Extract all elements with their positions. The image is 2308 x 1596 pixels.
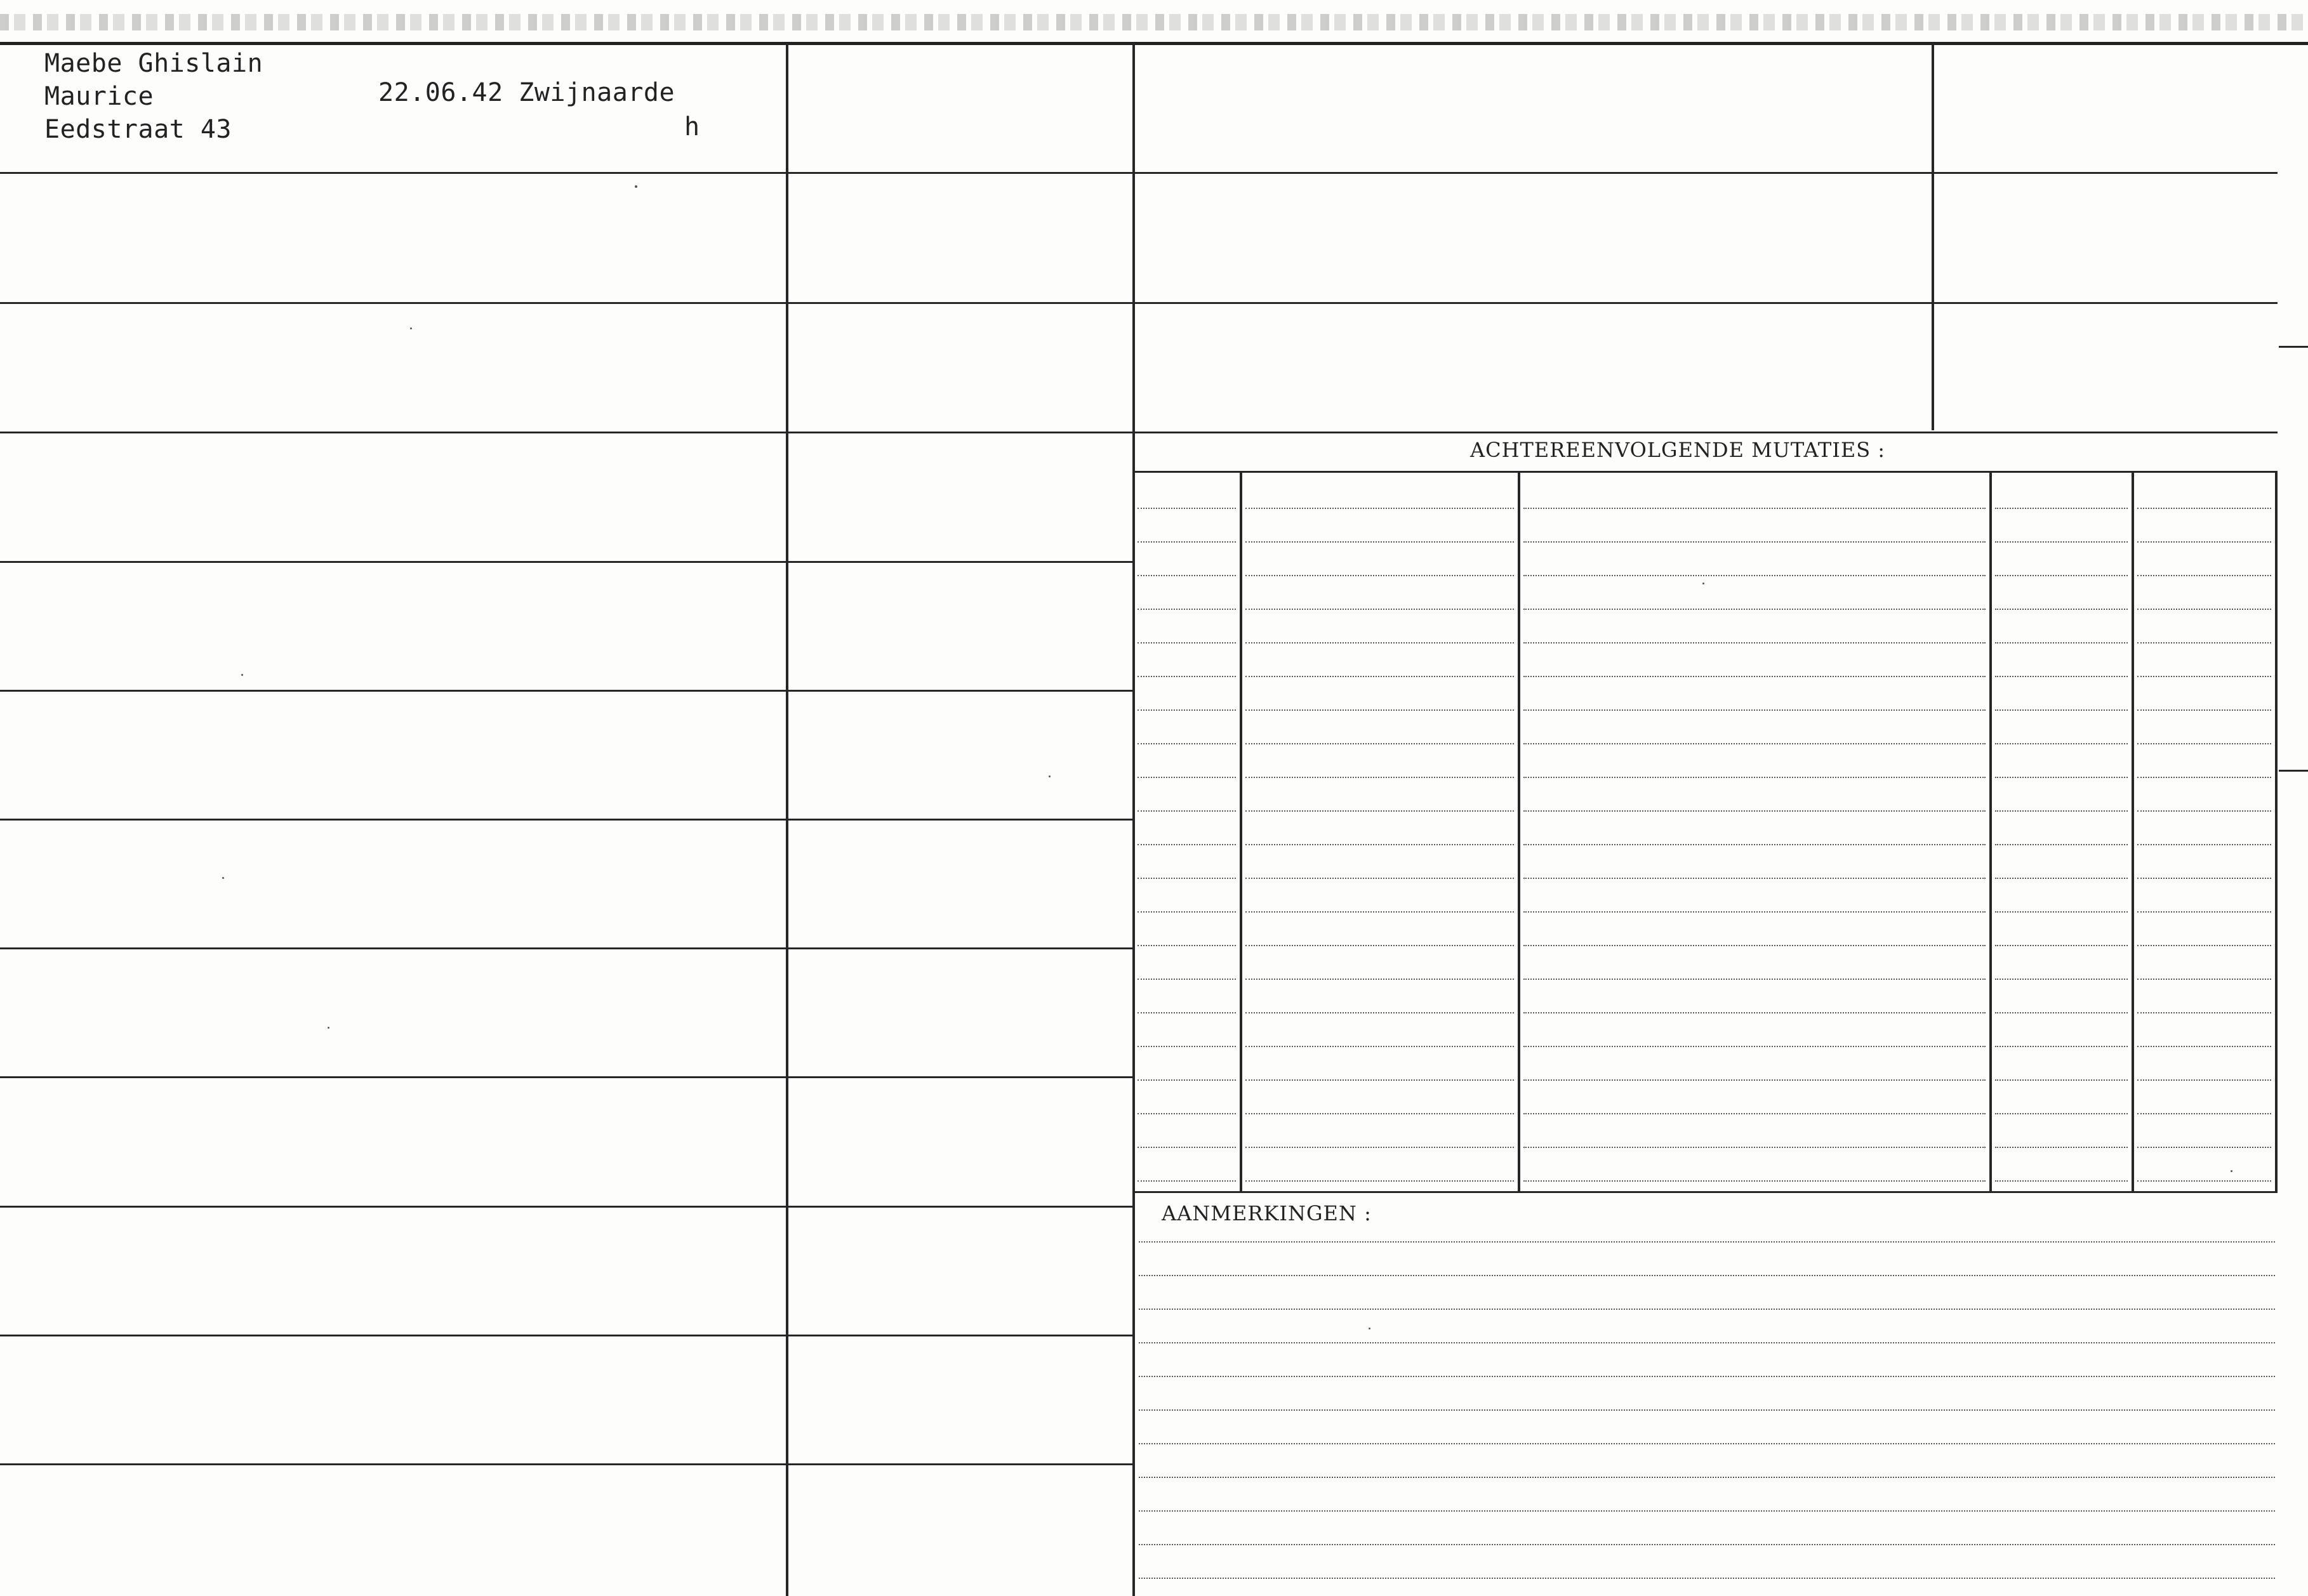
mutation-dotted-line: [1245, 676, 1514, 677]
mutation-dotted-line: [2137, 1147, 2271, 1148]
mutation-dotted-line: [1245, 911, 1514, 913]
middle-column-divider: [1132, 43, 1135, 1596]
mutation-dotted-line: [2137, 575, 2271, 576]
mutations-table-right: [2275, 472, 2278, 1191]
paper-speck: [1049, 775, 1051, 777]
mutation-dotted-line: [1245, 1147, 1514, 1148]
mutation-dotted-line: [1523, 945, 1986, 946]
remark-dotted-line: [1139, 1241, 2275, 1243]
row-line: [787, 172, 1132, 174]
mutation-dotted-line: [1523, 709, 1986, 711]
mutation-dotted-line: [2137, 810, 2271, 812]
mutation-dotted-line: [1995, 541, 2128, 543]
remark-dotted-line: [1139, 1443, 2275, 1444]
person-name-line1: Maebe Ghislain: [44, 49, 263, 78]
mutation-dotted-line: [1995, 709, 2128, 711]
remark-dotted-line: [1139, 1376, 2275, 1377]
mutations-table-top: [1135, 471, 2278, 473]
mutation-dotted-line: [1137, 642, 1236, 643]
mutation-dotted-line: [2137, 777, 2271, 778]
mutation-dotted-line: [1523, 743, 1986, 744]
mutation-dotted-line: [2137, 1113, 2271, 1114]
mutation-dotted-line: [1995, 1180, 2128, 1182]
row-line: [0, 690, 786, 692]
mutation-dotted-line: [1137, 1113, 1236, 1114]
handwritten-mark: h: [684, 112, 700, 142]
paper-speck: [1369, 1328, 1370, 1329]
mutation-dotted-line: [1523, 575, 1986, 576]
remark-dotted-line: [1139, 1544, 2275, 1545]
remark-dotted-line: [1139, 1510, 2275, 1512]
mutation-dotted-line: [1245, 1012, 1514, 1013]
mutations-col-divider: [1240, 472, 1242, 1191]
mutation-dotted-line: [1523, 1079, 1986, 1081]
mutation-dotted-line: [1995, 979, 2128, 980]
mutation-dotted-line: [1137, 979, 1236, 980]
mutation-dotted-line: [2137, 1012, 2271, 1013]
mutations-col-divider: [2132, 472, 2134, 1191]
mutation-dotted-line: [1137, 844, 1236, 845]
mutation-dotted-line: [1245, 1180, 1514, 1182]
mutation-dotted-line: [2137, 911, 2271, 913]
mutation-dotted-line: [1245, 810, 1514, 812]
mutation-dotted-line: [2137, 609, 2271, 610]
remark-dotted-line: [1139, 1477, 2275, 1478]
mutation-dotted-line: [2137, 709, 2271, 711]
mutation-dotted-line: [1523, 1147, 1986, 1148]
row-line: [0, 947, 786, 949]
row-line: [787, 1463, 1132, 1465]
mutation-dotted-line: [1137, 743, 1236, 744]
mutation-dotted-line: [1245, 609, 1514, 610]
row-line: [0, 1463, 786, 1465]
mutation-dotted-line: [2137, 743, 2271, 744]
mutation-dotted-line: [1137, 1046, 1236, 1047]
row-line: [787, 690, 1132, 692]
mutation-dotted-line: [2137, 945, 2271, 946]
mutation-dotted-line: [1245, 575, 1514, 576]
row-line: [1135, 432, 2278, 433]
mutations-col-divider: [1518, 472, 1520, 1191]
remark-dotted-line: [1139, 1342, 2275, 1343]
paper-speck: [222, 877, 224, 879]
mutations-heading: ACHTEREENVOLGENDE MUTATIES :: [1470, 438, 1886, 462]
mutation-dotted-line: [1995, 743, 2128, 744]
mutation-dotted-line: [2137, 508, 2271, 509]
mutation-dotted-line: [1245, 1113, 1514, 1114]
mutation-dotted-line: [2137, 676, 2271, 677]
mutation-dotted-line: [1137, 911, 1236, 913]
mutation-dotted-line: [1523, 609, 1986, 610]
top-border-line: [0, 42, 2308, 45]
row-line: [0, 172, 786, 174]
mutation-dotted-line: [1995, 508, 2128, 509]
remark-dotted-line: [1139, 1275, 2275, 1276]
mutations-col-divider: [1989, 472, 1992, 1191]
mutation-dotted-line: [1995, 844, 2128, 845]
mutation-dotted-line: [1523, 844, 1986, 845]
mutation-dotted-line: [1995, 1147, 2128, 1148]
mutation-dotted-line: [1523, 642, 1986, 643]
person-address: Eedstraat 43: [44, 115, 232, 144]
mutation-dotted-line: [1137, 810, 1236, 812]
mutation-dotted-line: [2137, 979, 2271, 980]
row-line: [787, 302, 1132, 304]
row-line: [0, 561, 786, 563]
paper-speck: [635, 185, 637, 188]
row-line: [787, 561, 1132, 563]
torn-top-edge: [0, 14, 2308, 30]
row-line: [0, 302, 786, 304]
row-line: [0, 819, 786, 821]
row-line: [787, 1076, 1132, 1078]
row-line: [1135, 172, 2278, 174]
mutation-dotted-line: [1995, 1046, 2128, 1047]
mutation-dotted-line: [1523, 979, 1986, 980]
mutation-dotted-line: [2137, 1046, 2271, 1047]
mutation-dotted-line: [2137, 541, 2271, 543]
mutation-dotted-line: [1137, 1180, 1236, 1182]
remark-dotted-line: [1139, 1309, 2275, 1310]
edge-tick: [2279, 346, 2308, 348]
mutation-dotted-line: [1995, 609, 2128, 610]
mutations-table-bottom: [1135, 1191, 2278, 1193]
birth-date-place: 22.06.42 Zwijnaarde: [378, 78, 675, 107]
row-line: [1135, 302, 2278, 304]
paper-speck: [1702, 583, 1704, 584]
row-line: [0, 1335, 786, 1336]
mutation-dotted-line: [1245, 1046, 1514, 1047]
row-line: [0, 1076, 786, 1078]
mutation-dotted-line: [1523, 1012, 1986, 1013]
mutation-dotted-line: [1137, 575, 1236, 576]
row-line: [0, 1206, 786, 1208]
mutation-dotted-line: [1523, 777, 1986, 778]
mutation-dotted-line: [2137, 1180, 2271, 1182]
mutation-dotted-line: [1245, 945, 1514, 946]
row-line: [787, 1335, 1132, 1336]
mutation-dotted-line: [1995, 878, 2128, 879]
paper-speck: [241, 674, 243, 676]
mutation-dotted-line: [1995, 642, 2128, 643]
mutation-dotted-line: [1995, 1012, 2128, 1013]
mutation-dotted-line: [1995, 1113, 2128, 1114]
mutation-dotted-line: [1137, 945, 1236, 946]
mutation-dotted-line: [1245, 508, 1514, 509]
mutation-dotted-line: [1245, 743, 1514, 744]
mutation-dotted-line: [1137, 676, 1236, 677]
mutation-dotted-line: [1995, 810, 2128, 812]
mutation-dotted-line: [1137, 1079, 1236, 1081]
remark-dotted-line: [1139, 1409, 2275, 1411]
mutation-dotted-line: [1523, 1113, 1986, 1114]
mutation-dotted-line: [1137, 709, 1236, 711]
mutation-dotted-line: [1523, 911, 1986, 913]
mutation-dotted-line: [1137, 609, 1236, 610]
paper-speck: [2231, 1170, 2232, 1172]
mutation-dotted-line: [1245, 777, 1514, 778]
mutation-dotted-line: [1995, 777, 2128, 778]
row-line: [0, 432, 786, 433]
mutation-dotted-line: [1523, 508, 1986, 509]
mutation-dotted-line: [1137, 508, 1236, 509]
mutation-dotted-line: [1245, 878, 1514, 879]
mutation-dotted-line: [2137, 1079, 2271, 1081]
remarks-heading: AANMERKINGEN :: [1162, 1201, 1372, 1225]
mutation-dotted-line: [1523, 541, 1986, 543]
mutation-dotted-line: [1137, 1147, 1236, 1148]
mutation-dotted-line: [2137, 878, 2271, 879]
row-line: [787, 947, 1132, 949]
mutation-dotted-line: [1137, 1012, 1236, 1013]
mutation-dotted-line: [1245, 1079, 1514, 1081]
mutation-dotted-line: [1245, 541, 1514, 543]
mutation-dotted-line: [1523, 676, 1986, 677]
mutation-dotted-line: [1523, 1046, 1986, 1047]
row-line: [787, 1206, 1132, 1208]
mutation-dotted-line: [1995, 676, 2128, 677]
mutation-dotted-line: [1523, 1180, 1986, 1182]
person-name-line2: Maurice: [44, 82, 154, 111]
mutation-dotted-line: [1523, 878, 1986, 879]
mutation-dotted-line: [1995, 1079, 2128, 1081]
right-small-column-divider: [1932, 43, 1934, 430]
mutation-dotted-line: [1995, 911, 2128, 913]
mutation-dotted-line: [1137, 878, 1236, 879]
mutation-dotted-line: [1523, 810, 1986, 812]
edge-tick: [2279, 770, 2308, 772]
mutation-dotted-line: [1995, 945, 2128, 946]
paper-speck: [410, 327, 412, 329]
row-line: [787, 819, 1132, 821]
mutation-dotted-line: [1137, 541, 1236, 543]
mutation-dotted-line: [2137, 844, 2271, 845]
mutation-dotted-line: [1995, 575, 2128, 576]
paper-speck: [328, 1027, 329, 1029]
remark-dotted-line: [1139, 1578, 2275, 1579]
mutation-dotted-line: [1245, 979, 1514, 980]
mutation-dotted-line: [1245, 844, 1514, 845]
mutation-dotted-line: [1245, 709, 1514, 711]
mutation-dotted-line: [1137, 777, 1236, 778]
mutation-dotted-line: [2137, 642, 2271, 643]
row-line: [787, 432, 1132, 433]
mutation-dotted-line: [1245, 642, 1514, 643]
